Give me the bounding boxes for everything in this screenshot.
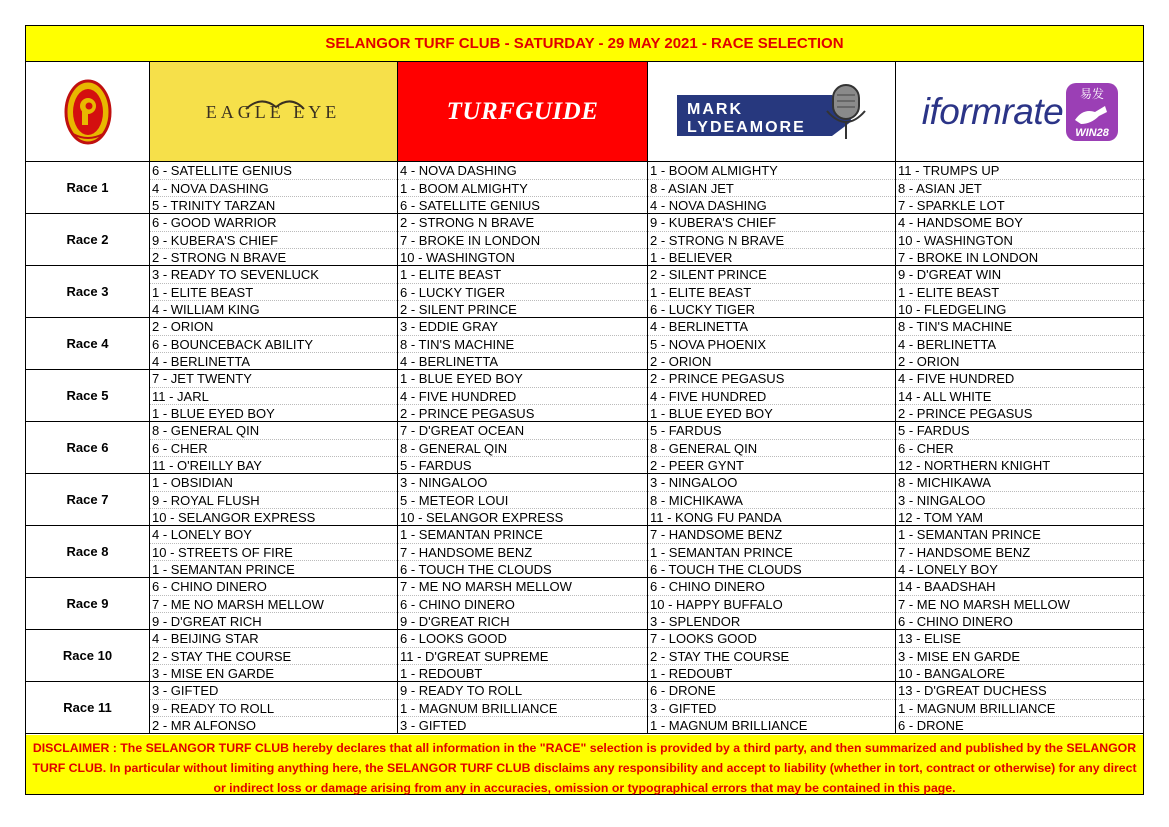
horse-pick: 10 - SELANGOR EXPRESS [400, 509, 564, 525]
horse-pick: 4 - BERLINETTA [896, 335, 1145, 352]
horse-pick: 8 - MICHIKAWA [898, 475, 991, 490]
tipster-picks-cell [648, 422, 896, 473]
horse-pick: 6 - CHINO DINERO [398, 595, 647, 612]
horse-pick: 6 - DRONE [898, 717, 964, 733]
race-row [26, 578, 1143, 630]
mark-line2-text: LYDEAMORE [686, 118, 806, 136]
tipster-picks-cell [150, 318, 398, 369]
race-label: Race 1 [26, 162, 150, 213]
horse-pick: 3 - GIFTED [648, 699, 895, 716]
horse-pick: 2 - PRINCE PEGASUS [400, 405, 535, 421]
race-label: Race 3 [26, 266, 150, 317]
tipster-picks-cell [896, 318, 1145, 369]
horse-pick: 1 - SEMANTAN PRINCE [648, 543, 895, 560]
horse-pick: 2 - PRINCE PEGASUS [898, 405, 1033, 421]
tipster-picks-cell [398, 162, 648, 213]
horse-pick: 8 - TIN'S MACHINE [398, 335, 647, 352]
horse-pick: 6 - SATELLITE GENIUS [400, 197, 540, 213]
horse-pick: 6 - CHINO DINERO [898, 613, 1013, 629]
horse-pick: 8 - ASIAN JET [896, 179, 1145, 196]
horse-pick: 4 - LONELY BOY [898, 561, 998, 577]
tipster-picks-cell [150, 370, 398, 421]
horse-pick: 1 - SEMANTAN PRINCE [152, 561, 295, 577]
horse-pick: 6 - TOUCH THE CLOUDS [400, 561, 552, 577]
horse-pick: 2 - STRONG N BRAVE [648, 231, 895, 248]
tipster-picks-cell [896, 370, 1145, 421]
tipster-logo-row [26, 62, 1143, 162]
horse-pick: 6 - CHINO DINERO [152, 579, 267, 594]
horse-pick: 10 - WASHINGTON [896, 231, 1145, 248]
race-label: Race 10 [26, 630, 150, 681]
tipster-picks-cell [150, 630, 398, 681]
selangor-turf-club-emblem-icon [64, 79, 112, 145]
horse-pick: 8 - MICHIKAWA [648, 491, 895, 508]
horse-pick: 6 - CHER [896, 439, 1145, 456]
race-label: Race 6 [26, 422, 150, 473]
tipster-picks-cell [896, 266, 1145, 317]
horse-pick: 8 - GENERAL QIN [648, 439, 895, 456]
horse-pick: 1 - BLUE EYED BOY [152, 405, 275, 421]
race-row [26, 214, 1143, 266]
horse-pick: 4 - LONELY BOY [152, 527, 252, 542]
race-row [26, 318, 1143, 370]
tipster-picks-cell [398, 630, 648, 681]
horse-pick: 1 - BOOM ALMIGHTY [650, 163, 778, 178]
race-row [26, 422, 1143, 474]
tipster-picks-cell [648, 578, 896, 629]
tipster-picks-cell [648, 682, 896, 733]
tipster-picks-cell [398, 578, 648, 629]
horse-pick: 12 - NORTHERN KNIGHT [898, 457, 1051, 473]
horse-pick: 1 - BLUE EYED BOY [650, 405, 773, 421]
horse-pick: 7 - ME NO MARSH MELLOW [400, 579, 572, 594]
horse-pick: 1 - BELIEVER [650, 249, 733, 265]
race-row [26, 526, 1143, 578]
horse-pick: 9 - READY TO ROLL [400, 683, 523, 698]
tipster-picks-cell [896, 630, 1145, 681]
tipster-picks-cell [398, 526, 648, 577]
tipster-picks-cell [398, 318, 648, 369]
turfguide-wordmark: TURFGUIDE [446, 97, 599, 125]
horse-pick: 4 - WILLIAM KING [152, 301, 260, 317]
horse-pick: 3 - NINGALOO [400, 475, 488, 490]
horse-pick: 9 - D'GREAT WIN [898, 267, 1002, 282]
horse-pick: 9 - KUBERA'S CHIEF [150, 231, 397, 248]
horse-pick: 4 - BEIJING STAR [152, 631, 259, 646]
title-banner [26, 26, 1143, 62]
race-row [26, 162, 1143, 214]
horse-pick: 9 - D'GREAT RICH [152, 613, 262, 629]
horse-pick: 4 - BERLINETTA [400, 353, 499, 369]
horse-pick: 10 - FLEDGELING [898, 301, 1007, 317]
horse-pick: 11 - KONG FU PANDA [650, 509, 782, 525]
horse-pick: 10 - STREETS OF FIRE [150, 543, 397, 560]
horse-pick: 4 - FIVE HUNDRED [648, 387, 895, 404]
eagle-eye-logo-cell [150, 62, 398, 161]
horse-pick: 11 - JARL [150, 387, 397, 404]
horse-pick: 7 - ME NO MARSH MELLOW [896, 595, 1145, 612]
horse-pick: 7 - HANDSOME BENZ [896, 543, 1145, 560]
horse-pick: 4 - NOVA DASHING [150, 179, 397, 196]
mark-lydeamore-logo-cell [648, 62, 896, 161]
tipster-picks-cell [398, 422, 648, 473]
horse-pick: 1 - ELITE BEAST [648, 283, 895, 300]
horse-pick: 1 - REDOUBT [400, 665, 483, 681]
tipster-picks-cell [150, 422, 398, 473]
horse-pick: 4 - FIVE HUNDRED [898, 371, 1015, 386]
horse-pick: 14 - ALL WHITE [896, 387, 1145, 404]
tipster-picks-cell [150, 474, 398, 525]
horse-pick: 2 - STAY THE COURSE [150, 647, 397, 664]
tipster-picks-cell [896, 682, 1145, 733]
horse-pick: 3 - NINGALOO [650, 475, 738, 490]
horse-pick: 7 - HANDSOME BENZ [650, 527, 783, 542]
horse-pick: 9 - READY TO ROLL [150, 699, 397, 716]
horse-pick: 12 - TOM YAM [898, 509, 984, 525]
horse-pick: 7 - SPARKLE LOT [898, 197, 1005, 213]
tipster-picks-cell [896, 474, 1145, 525]
tipster-picks-cell [150, 682, 398, 733]
horse-pick: 1 - BLUE EYED BOY [400, 371, 523, 386]
tipster-picks-cell [896, 162, 1145, 213]
horse-pick: 1 - MAGNUM BRILLIANCE [398, 699, 647, 716]
tipster-picks-cell [150, 578, 398, 629]
eagle-eye-wordmark: EAGLE EYE [205, 101, 341, 122]
turfguide-logo-cell [398, 62, 648, 161]
race-selection-sheet [25, 25, 1144, 795]
horse-pick: 10 - HAPPY BUFFALO [648, 595, 895, 612]
horse-pick: 7 - HANDSOME BENZ [398, 543, 647, 560]
tipster-picks-cell [648, 266, 896, 317]
tipster-picks-cell [648, 630, 896, 681]
horse-pick: 7 - BROKE IN LONDON [398, 231, 647, 248]
race-label: Race 8 [26, 526, 150, 577]
horse-pick: 3 - READY TO SEVENLUCK [152, 267, 319, 282]
horse-pick: 2 - ORION [152, 319, 214, 334]
horse-pick: 8 - GENERAL QIN [398, 439, 647, 456]
horse-pick: 1 - MAGNUM BRILLIANCE [896, 699, 1145, 716]
horse-pick: 2 - ORION [898, 353, 960, 369]
race-row [26, 370, 1143, 422]
horse-pick: 3 - MISE EN GARDE [896, 647, 1145, 664]
horse-pick: 4 - BERLINETTA [152, 353, 251, 369]
horse-pick: 3 - EDDIE GRAY [400, 319, 499, 334]
horse-pick: 5 - FARDUS [898, 423, 970, 438]
horse-pick: 6 - LOOKS GOOD [400, 631, 507, 646]
horse-pick: 7 - LOOKS GOOD [650, 631, 757, 646]
horse-pick: 2 - PRINCE PEGASUS [650, 371, 785, 386]
horse-pick: 13 - D'GREAT DUCHESS [898, 683, 1047, 698]
race-row [26, 266, 1143, 318]
tipster-picks-cell [398, 214, 648, 265]
horse-pick: 6 - CHINO DINERO [650, 579, 765, 594]
win28-badge-icon [1065, 82, 1119, 142]
horse-pick: 6 - TOUCH THE CLOUDS [650, 561, 802, 577]
horse-pick: 3 - GIFTED [400, 717, 467, 733]
iformrate-logo-cell [896, 62, 1145, 161]
horse-pick: 5 - NOVA PHOENIX [648, 335, 895, 352]
horse-pick: 4 - BERLINETTA [650, 319, 749, 334]
horse-pick: 3 - GIFTED [152, 683, 219, 698]
horse-pick: 5 - FARDUS [650, 423, 722, 438]
horse-pick: 2 - SILENT PRINCE [650, 267, 767, 282]
race-label: Race 4 [26, 318, 150, 369]
race-label: Race 7 [26, 474, 150, 525]
tipster-picks-cell [398, 682, 648, 733]
race-label: Race 9 [26, 578, 150, 629]
horse-pick: 6 - BOUNCEBACK ABILITY [150, 335, 397, 352]
page-title: SELANGOR TURF CLUB - SATURDAY - 29 MAY 2021 - RACE SELECTION [325, 35, 844, 52]
horse-pick: 6 - DRONE [650, 683, 716, 698]
horse-pick: 10 - SELANGOR EXPRESS [152, 509, 316, 525]
horse-pick: 11 - O'REILLY BAY [152, 457, 262, 473]
horse-pick: 1 - ELITE BEAST [150, 283, 397, 300]
mark-line1-text: MARK [686, 100, 743, 118]
horse-pick: 2 - MR ALFONSO [152, 717, 257, 733]
horse-pick: 6 - LUCKY TIGER [650, 301, 755, 317]
horse-pick: 7 - JET TWENTY [152, 371, 252, 386]
horse-pick: 7 - D'GREAT OCEAN [400, 423, 525, 438]
race-label: Race 2 [26, 214, 150, 265]
iformrate-wordmark: iformrate [921, 90, 1064, 132]
horse-pick: 5 - TRINITY TARZAN [152, 197, 276, 213]
horse-pick: 14 - BAADSHAH [898, 579, 996, 594]
club-emblem-cell [26, 62, 150, 161]
horse-pick: 9 - D'GREAT RICH [400, 613, 510, 629]
horse-pick: 4 - NOVA DASHING [650, 197, 767, 213]
race-row [26, 682, 1143, 734]
tipster-picks-cell [648, 162, 896, 213]
horse-pick: 2 - STRONG N BRAVE [152, 249, 287, 265]
horse-pick: 3 - MISE EN GARDE [152, 665, 275, 681]
horse-pick: 6 - SATELLITE GENIUS [152, 163, 292, 178]
horse-pick: 9 - KUBERA'S CHIEF [650, 215, 777, 230]
tipster-picks-cell [896, 214, 1145, 265]
horse-pick: 4 - HANDSOME BOY [898, 215, 1023, 230]
horse-pick: 9 - ROYAL FLUSH [150, 491, 397, 508]
tipster-picks-cell [896, 526, 1145, 577]
race-label: Race 11 [26, 682, 150, 733]
eagle-eye-logo [186, 97, 361, 127]
horse-pick: 10 - WASHINGTON [400, 249, 515, 265]
tipster-picks-cell [150, 162, 398, 213]
horse-pick: 1 - MAGNUM BRILLIANCE [650, 717, 808, 733]
horse-pick: 7 - BROKE IN LONDON [898, 249, 1039, 265]
horse-pick: 2 - STAY THE COURSE [648, 647, 895, 664]
tipster-picks-cell [398, 474, 648, 525]
mark-lydeamore-logo [657, 81, 887, 143]
tipster-picks-cell [150, 526, 398, 577]
horse-pick: 11 - TRUMPS UP [898, 163, 1000, 178]
horse-pick: 2 - ORION [650, 353, 712, 369]
tipster-picks-cell [648, 214, 896, 265]
horse-pick: 4 - NOVA DASHING [400, 163, 517, 178]
tipster-picks-cell [150, 214, 398, 265]
horse-pick: 13 - ELISE [898, 631, 961, 646]
horse-pick: 1 - ELITE BEAST [896, 283, 1145, 300]
horse-pick: 1 - ELITE BEAST [400, 267, 502, 282]
win-cn-text: 易发 [1080, 86, 1105, 101]
horse-pick: 1 - BOOM ALMIGHTY [398, 179, 647, 196]
tipster-picks-cell [896, 578, 1145, 629]
horse-pick: 11 - D'GREAT SUPREME [398, 647, 647, 664]
disclaimer-text: DISCLAIMER : The SELANGOR TURF CLUB hereby declares that all information in the "RACE" selection is provided by a third party, and then summarized and published by the SELANGOR TURF CLUB. In particular without limiting anything here, the SELANGOR TURF CLUB disclaims any responsibility and accept to liability (whether in tort, contract or otherwise) for any direct or indirect loss or damage arising from any in accuracies, omission or typographical errors that may be contained in this page. [26, 735, 1143, 794]
horse-pick: 10 - BANGALORE [898, 665, 1005, 681]
tipster-picks-cell [648, 318, 896, 369]
horse-pick: 5 - FARDUS [400, 457, 472, 473]
tipster-picks-cell [150, 266, 398, 317]
horse-pick: 5 - METEOR LOUI [398, 491, 647, 508]
win-label-text: WIN28 [1075, 126, 1110, 139]
race-label: Race 5 [26, 370, 150, 421]
horse-pick: 1 - OBSIDIAN [152, 475, 233, 490]
tipster-picks-cell [648, 370, 896, 421]
tipster-picks-cell [896, 422, 1145, 473]
horse-pick: 2 - PEER GYNT [650, 457, 744, 473]
horse-pick: 1 - SEMANTAN PRINCE [898, 527, 1041, 542]
horse-pick: 3 - SPLENDOR [650, 613, 741, 629]
horse-pick: 6 - CHER [150, 439, 397, 456]
horse-pick: 4 - FIVE HUNDRED [398, 387, 647, 404]
tipster-picks-cell [398, 266, 648, 317]
tipster-picks-cell [648, 526, 896, 577]
horse-pick: 1 - REDOUBT [650, 665, 733, 681]
horse-pick: 7 - ME NO MARSH MELLOW [150, 595, 397, 612]
horse-pick: 8 - TIN'S MACHINE [898, 319, 1013, 334]
horse-pick: 2 - SILENT PRINCE [400, 301, 517, 317]
horse-pick: 6 - GOOD WARRIOR [152, 215, 277, 230]
horse-pick: 3 - NINGALOO [896, 491, 1145, 508]
horse-pick: 8 - ASIAN JET [648, 179, 895, 196]
tipster-picks-cell [648, 474, 896, 525]
tipster-picks-cell [398, 370, 648, 421]
race-row [26, 474, 1143, 526]
horse-pick: 2 - STRONG N BRAVE [400, 215, 535, 230]
horse-pick: 8 - GENERAL QIN [152, 423, 260, 438]
horse-pick: 6 - LUCKY TIGER [398, 283, 647, 300]
horse-pick: 1 - SEMANTAN PRINCE [400, 527, 543, 542]
race-row [26, 630, 1143, 682]
